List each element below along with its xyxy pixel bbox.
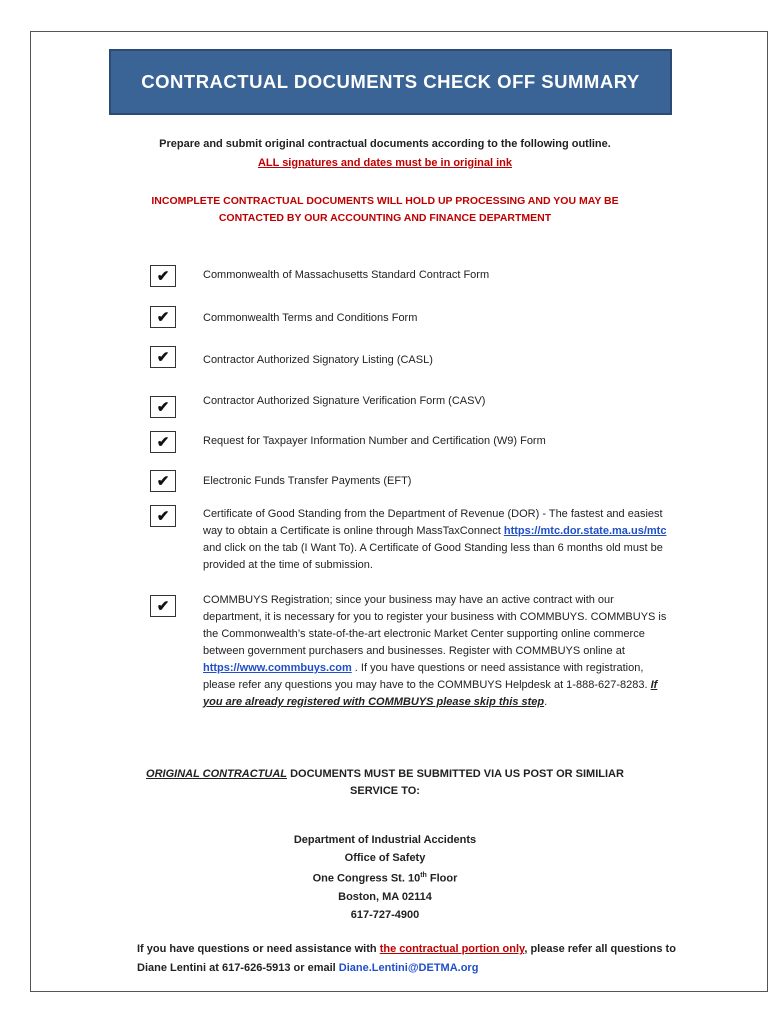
item-commbuys [203, 592, 673, 711]
contact-footer [137, 940, 697, 978]
checkbox-w9[interactable] [150, 431, 176, 453]
item-casv: Contractor Authorized Signature Verification Form (CASV) [203, 395, 486, 407]
good-standing-text: Certificate of Good Standing from the Department of Revenue (DOR) - The fastest and easiest way to obtain a Certificate is online through MassTaxConnect [203, 508, 663, 537]
checkbox-terms-conditions[interactable] [150, 306, 176, 328]
item-casl: Contractor Authorized Signatory Listing (CASL) [203, 354, 433, 366]
address-phone: 617-727-4900 [350, 908, 420, 921]
commbuys-text: COMMBUYS Registration; since your business may have an active contract with our department, it is necessary for you to register your business with COMMBUYS. COMMBUYS is the Commonwealth’s state-of-the-art electronic Market Center supporting online commerce between government purchasers and businesses. Register with COMMBUYS online at [203, 594, 667, 657]
submission-text: DOCUMENTS MUST BE SUBMITTED VIA US POST OR SIMILIAR [290, 768, 624, 780]
warning-line-2: CONTACTED BY OUR ACCOUNTING AND FINANCE DEPARTMENT [218, 212, 552, 224]
masstaxconnect-link[interactable]: https://mtc.dor.state.ma.us/mtc [503, 525, 667, 537]
checkbox-casv[interactable] [150, 396, 176, 418]
checkbox-standard-contract[interactable] [150, 265, 176, 287]
checkbox-casl[interactable] [150, 346, 176, 368]
original-ink-notice: ALL signatures and dates must be in original ink [257, 157, 513, 169]
commbuys-period: . [544, 696, 548, 708]
contact-email-link[interactable]: Diane.Lentini@DETMA.org [338, 962, 479, 974]
page-title-banner [109, 49, 672, 115]
item-eft: Electronic Funds Transfer Payments (EFT) [203, 475, 412, 487]
warning-line-1: INCOMPLETE CONTRACTUAL DOCUMENTS WILL HOLD UP PROCESSING AND YOU MAY BE [151, 195, 619, 207]
check-icon: ✔ [156, 598, 170, 615]
footer-highlight: the contractual portion only [379, 943, 525, 955]
checkbox-commbuys[interactable] [150, 595, 176, 617]
commbuys-text-cont: . If you have questions or need assistance with registration, please refer any questions you may have to the COMMBUYS Helpdesk at 1-888-627-8283. [203, 662, 648, 691]
commbuys-link[interactable]: https://www.commbuys.com [203, 662, 352, 674]
good-standing-text-cont: and click on the tab (I Want To). A Certificate of Good Standing less than 6 months old must be provided at the time of submission. [203, 542, 663, 571]
item-w9: Request for Taxpayer Information Number and Certification (W9) Form [203, 435, 546, 447]
item-standard-contract: Commonwealth of Massachusetts Standard Contract Form [203, 269, 490, 281]
commbuys-skip-note: If you are already registered with COMMBUYS please skip this step [203, 679, 658, 708]
check-icon: ✔ [156, 434, 170, 451]
footer-text: If you have questions or need assistance with [137, 943, 377, 955]
check-icon: ✔ [156, 309, 170, 326]
mailing-address [40, 831, 730, 924]
submission-notice-line-2: SERVICE TO: [350, 785, 420, 797]
intro-line: Prepare and submit original contractual documents according to the following outline. [159, 138, 611, 150]
address-street: One Congress St. 10th Floor [312, 872, 458, 885]
check-icon: ✔ [156, 349, 170, 366]
checkbox-good-standing[interactable] [150, 505, 176, 527]
check-icon: ✔ [156, 473, 170, 490]
footer-text-cont: , please refer all questions to Diane Lentini at 617-626-5913 or email [137, 943, 676, 974]
check-icon: ✔ [156, 268, 170, 285]
address-city: Boston, MA 02114 [338, 890, 432, 903]
submission-notice-line-1 [40, 768, 730, 780]
checkbox-eft[interactable] [150, 470, 176, 492]
submission-emphasis: ORIGINAL CONTRACTUAL [146, 768, 287, 780]
item-good-standing [203, 506, 673, 574]
page-title: CONTRACTUAL DOCUMENTS CHECK OFF SUMMARY [141, 71, 640, 92]
check-icon: ✔ [156, 399, 170, 416]
check-icon: ✔ [156, 508, 170, 525]
address-department: Department of Industrial Accidents [293, 834, 477, 846]
address-office: Office of Safety [344, 852, 426, 864]
item-terms-conditions: Commonwealth Terms and Conditions Form [203, 312, 418, 324]
